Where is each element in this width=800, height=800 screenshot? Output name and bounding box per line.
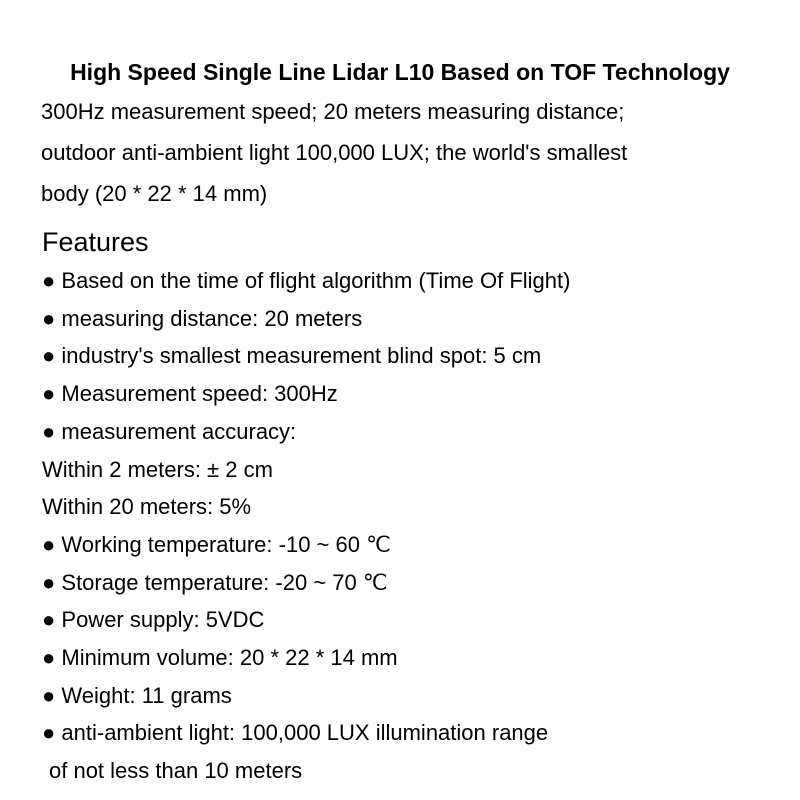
feature-subitem: Within 2 meters: ± 2 cm bbox=[42, 456, 273, 482]
feature-item: ● measurement accuracy: bbox=[42, 418, 297, 444]
feature-item: ● measuring distance: 20 meters bbox=[42, 305, 363, 331]
intro-line: body (20 * 22 * 14 mm) bbox=[41, 181, 268, 206]
features-list bbox=[42, 262, 782, 790]
feature-item: ● Working temperature: -10 ~ 60 ℃ bbox=[42, 531, 391, 557]
intro-line: outdoor anti-ambient light 100,000 LUX; the world's smallest bbox=[41, 140, 628, 165]
feature-item: ● Storage temperature: -20 ~ 70 ℃ bbox=[42, 569, 388, 595]
feature-item: ● anti-ambient light: 100,000 LUX illumination range bbox=[42, 720, 549, 746]
feature-subitem: Within 20 meters: 5% bbox=[42, 494, 252, 520]
page-title: High Speed Single Line Lidar L10 Based on TOF Technology bbox=[70, 59, 730, 86]
feature-item: ● industry's smallest measurement blind spot: 5 cm bbox=[42, 343, 542, 369]
feature-item: ● Minimum volume: 20 * 22 * 14 mm bbox=[42, 645, 398, 671]
features-heading: Features bbox=[42, 227, 149, 257]
feature-item-continuation: of not less than 10 meters bbox=[49, 758, 303, 784]
feature-item: ● Measurement speed: 300Hz bbox=[42, 381, 338, 407]
feature-item: ● Power supply: 5VDC bbox=[42, 607, 265, 633]
feature-item: ● Weight: 11 grams bbox=[42, 682, 232, 708]
intro-line: 300Hz measurement speed; 20 meters measuring distance; bbox=[41, 99, 625, 124]
feature-item: ● Based on the time of flight algorithm (Time Of Flight) bbox=[42, 268, 571, 293]
intro-paragraph bbox=[41, 91, 781, 214]
